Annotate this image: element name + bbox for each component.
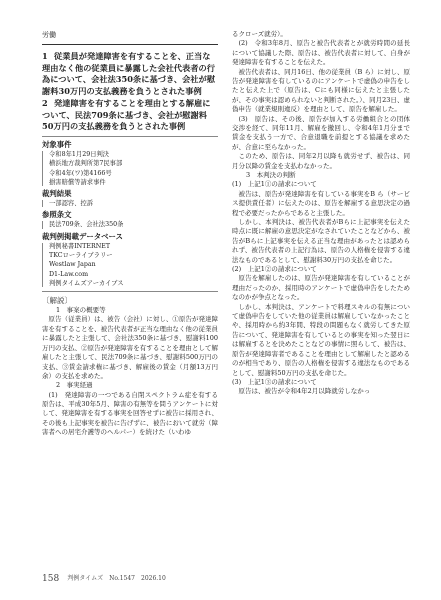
judgment-item-1-heading: (1) 上記1①の請求について: [232, 180, 317, 189]
section-1-title: 1 事案の概要等: [56, 306, 106, 315]
case-line: 令和4年(ワ)第4166号: [49, 169, 112, 177]
result-header: 裁判結果: [42, 189, 72, 199]
reference-box: [42, 220, 218, 229]
database-line: 判例秘書INTERNET: [49, 242, 111, 250]
judgment-item-1-paragraph: しかし、本判決は、被告代表者がBらに上記事実を伝えた時点に既に解雇の意思決定がなされていたことなどから、被告がBらに上記事実を伝える正当な理由があったとは認められず、被告代表者の上記行為は、原告の人格権を侵害する違法なものであるとして、慰謝料30万円の支払を命じた。: [232, 218, 410, 264]
case-header: 対象事件: [42, 139, 72, 149]
judgment-item-2-paragraph: 原告を解雇したのは、原告が発達障害を有していることが理由だったのか、採用時のアンケートで虚偽申告をしたためなのかが争点となった。: [232, 274, 410, 302]
headline-2-number: 2: [42, 97, 48, 108]
result-box: [42, 199, 218, 208]
page-footer: [42, 573, 166, 584]
database-line: D1-Law.com: [49, 270, 89, 278]
database-line: Westlaw Japan: [49, 261, 96, 269]
judgment-item-1-paragraph: 被告は、原告が発達障害を有している事実をB ら（サービス提供責任者）に伝えたのは、原告を解雇する意思決定の過程で必要だったからであると主張した。: [232, 189, 410, 217]
judgment-item-3-paragraph: 原告は、被告が令和4年2月以降就労しなかっ: [238, 387, 371, 396]
database-line: TKCローライブラリー: [49, 252, 113, 259]
facts-paragraph-3b: このため、原告は、同年2月以降も就労せず、被告は、同月分以降の賃金を支払わなかった。: [232, 152, 410, 170]
case-line: 横浜地方裁判所第7民事部: [49, 160, 123, 168]
info-divider: [42, 136, 218, 137]
case-box: [42, 150, 218, 187]
judgment-item-3-heading: (3) 上記1③の請求について: [232, 377, 317, 386]
result-line: 一部認容、控訴: [49, 200, 94, 208]
commentary-divider: [42, 291, 218, 292]
section-2-title: 2 事実経過: [56, 381, 93, 390]
right-column: [232, 30, 410, 397]
facts-paragraph-3: (3) 原告は、その後、原告が加入する労働組合との団体交渉を経て、同年11月、解雇を撤回し、令和4年1月分まで賃金を支払う一方で、合意退職を前提とする協議を求めたが、合意に至らなかった。: [232, 114, 410, 151]
database-box: [42, 242, 218, 288]
left-column: [42, 30, 218, 438]
headline-1-number: 1: [42, 51, 48, 61]
judgment-item-2-heading: (2) 上記1②の請求について: [232, 265, 317, 274]
headline-divider: [42, 44, 218, 45]
headline-1-text: 従業員が発達障害を有することを、正当な理由なく他の従業員に暴露した会社代表者の行為について、会社法350条に基づき、会社が慰謝料30万円の支払義務を負うとされた事例: [42, 51, 216, 97]
commentary-heading: 〔解説〕: [42, 296, 72, 306]
judgment-item-2-paragraph: しかし、本判決は、アンケートで料理スキルの有無について虚偽申告をしていた他の従業員は解雇していなかったことや、採用時から約3年間、特段の問題もなく就労してきた原告について、発達障害を有しているとの事実を知った翌日には解雇するとを決めたことなどの事情に照らして、被告は、原告が発達障害者であることを理由として解雇したと認めるのが相当であり、原告の人格権を侵害する違法なものであるとして、慰謝料50万円の支払を命じた。: [232, 302, 410, 377]
section-1-paragraph: 原告（従業員）は、被告（会社）に対し、①原告が発達障害を有することを、被告代表者が正当な理由なく他の従業員に暴露したと主張して、会社法350条に基づき、慰謝料100万円の支払、②原告が発達障害を有することを理由として解雇したと主張して、民法709条に基づき、慰謝料500万円の支払、③賃金請求権に基づき、解雇後の賃金（月額13万円余）の支払を求めた。: [42, 315, 218, 380]
section-2-paragraph: (1) 発達障害の一つである自閉スペクトラム症を有する原告は、平成30年5月、障害の有無等を問うアンケートに対して、発達障害を有する事実を回答せずに被告に採用され、その後も上記事実を被告に告げずに、被告において就労（障害者への居宅介護等のヘルパー）を続けた（いわゆ: [42, 390, 218, 437]
headline-1: [42, 51, 218, 98]
page-number: 158: [42, 574, 60, 584]
journal-info: 判例タイムズ No.1547 2026.10: [67, 575, 166, 582]
facts-paragraph-2: (2) 令和3年8月、原告と被告代表者とが就労時間の延長について協議した際、原告は、被告代表者に対して、自身が発達障害を有することを伝えた。: [232, 39, 410, 67]
continued-text: るクローズ就労）。: [232, 30, 287, 38]
database-header: 裁判例掲載データベース: [42, 231, 123, 241]
reference-header: 参照条文: [42, 210, 72, 220]
reference-line: 民法709条、会社法350条: [49, 221, 124, 229]
case-line: 損害賠償等請求事件: [49, 178, 106, 186]
category-label: 労働: [42, 31, 56, 39]
case-line: 令和8年1月29日判決: [49, 150, 110, 158]
database-line: 判例タイムズアーカイブス: [49, 279, 124, 287]
headline-2: [42, 98, 218, 133]
section-3-title: 3 本判決の判断: [246, 171, 296, 180]
headline-2-text: 発達障害を有することを理由とする解雇について、民法709条に基づき、会社が慰謝料50万円の支払義務を負うとされた事例: [42, 97, 211, 132]
facts-paragraph-2b: 被告代表者は、同月16日、他の従業員（B ら）に対し、原告が発達障害を有しているのにアンケートで虚偽の申告をしたと伝えた上で（原告は、Cにも同様に伝えたと主張したが、その事実は認められないと判断された。）、同月23日、虚偽申告（就業規則違反）を理由として、原告を解雇した。: [232, 67, 410, 114]
